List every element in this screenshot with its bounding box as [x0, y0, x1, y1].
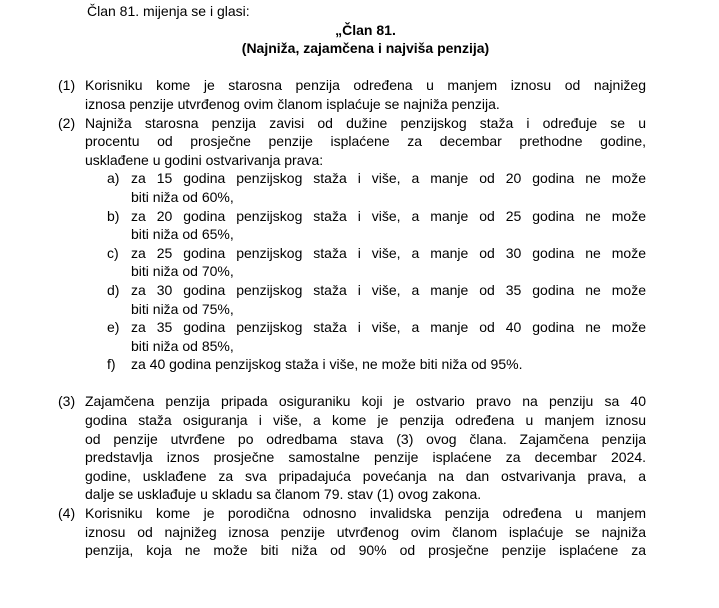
paragraph-list [58, 76, 646, 559]
text-line: biti niža od 85%, [131, 337, 234, 354]
paragraph-4 [58, 504, 646, 560]
document-content [58, 2, 646, 560]
text-line: za 20 godina penzijskog staža i više, a manje od 25 godina ne može [131, 207, 646, 224]
subitem-a [107, 169, 646, 206]
subitem-d [107, 281, 646, 318]
paragraph-marker: (3) [58, 393, 76, 410]
text-line: procentu od prosječne penzije isplaćene za decembar prethodne godine, [85, 133, 646, 150]
text-line: Najniža starosna penzija zavisi od dužine penzijskog staža i određuje se u [85, 114, 646, 131]
subitem-marker: f) [107, 356, 116, 373]
subitem-marker: e) [107, 319, 120, 336]
text-line: penzija, koja ne može biti niža od 90% od prosječne penzije isplaćene za [85, 542, 646, 559]
subitem-f [107, 355, 646, 374]
text-line: Zajamčena penzija pripada osiguraniku koji je ostvario pravo na penziju sa 40 [85, 393, 646, 410]
paragraph-1 [58, 76, 646, 113]
paragraph-3 [58, 392, 646, 504]
text-line: Korisniku kome je porodična odnosno invalidska penzija određena u manjem [85, 505, 646, 522]
text-line: dalje se usklađuje u skladu sa članom 79. stav (1) ovog zakona. [85, 486, 482, 503]
text-line: Korisniku kome je starosna penzija određena u manjem iznosu od najnižeg [85, 77, 646, 94]
text-line: usklađene u godini ostvarivanja prava: [85, 151, 324, 168]
text-line: iznosu od najnižeg iznosa penzije utvrđenog ovim članom isplaćuje se najniža [85, 523, 646, 540]
text-line: godine, usklađene za sva pripadajuća povećanja na dan ostvarivanja prava, a [85, 467, 646, 484]
text-line: biti niža od 75%, [131, 300, 234, 317]
paragraph-marker: (2) [58, 114, 76, 131]
subitem-e [107, 318, 646, 355]
paragraph-marker: (4) [58, 505, 76, 522]
text-line: za 35 godina penzijskog staža i više, a manje od 40 godina ne može [131, 319, 646, 336]
text-line: biti niža od 65%, [131, 226, 234, 243]
text-line: biti niža od 60%, [131, 188, 234, 205]
text-line: godina staža osiguranja i više, a kome je penzija određena u manjem iznosu [85, 412, 646, 429]
blank-line [85, 58, 646, 77]
paragraph-2 [58, 114, 646, 374]
article-subtitle: (Najniža, zajamčena i najviša penzija) [241, 40, 490, 57]
text-line: predstavlja iznos prosječne samostalne penzije isplaćene za decembar 2024. [85, 449, 646, 466]
article-title: „Član 81. [335, 21, 396, 38]
text-line: od penzije utvrđene po odredbama stava (3) ovog člana. Zajamčena penzija [85, 430, 646, 447]
subitem-c [107, 244, 646, 281]
subitem-marker: a) [107, 170, 120, 187]
text-line: iznosa penzije utvrđenog ovim članom isplaćuje se najniža penzija. [85, 95, 500, 112]
text-line: za 40 godina penzijskog staža i više, ne može biti niža od 95%. [131, 356, 523, 373]
subitem-marker: b) [107, 207, 120, 224]
text-line: za 25 godina penzijskog staža i više, a manje od 30 godina ne može [131, 244, 646, 261]
text-line: biti niža od 70%, [131, 263, 234, 280]
subitem-marker: d) [107, 281, 120, 298]
text-line: za 30 godina penzijskog staža i više, a manje od 35 godina ne može [131, 281, 646, 298]
subitem-marker: c) [107, 244, 119, 261]
text-line: za 15 godina penzijskog staža i više, a manje od 20 godina ne može [131, 170, 646, 187]
intro-line: Član 81. mijenja se i glasi: [87, 3, 250, 19]
subitem-b [107, 207, 646, 244]
paragraph-marker: (1) [58, 77, 76, 94]
blank-line [85, 374, 646, 393]
